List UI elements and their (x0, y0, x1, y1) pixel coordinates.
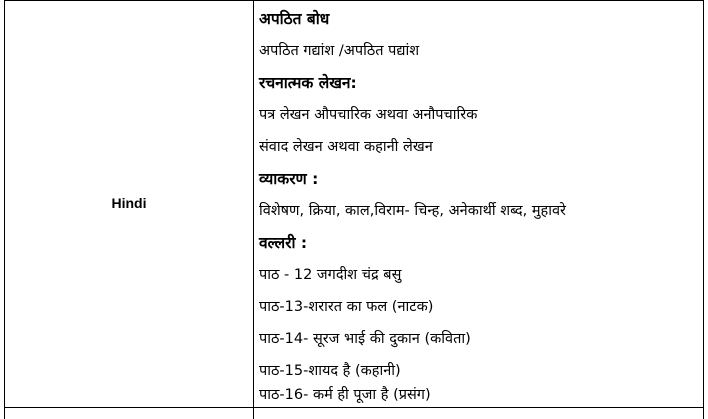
chapter-item: पाठ-16- कर्म ही पूजा है (प्रसंग) (259, 387, 431, 403)
chapter-item: पाठ - 12 जगदीश चंद्र बसु (259, 267, 402, 283)
syllabus-item: अपठित गद्यांश /अपठित पद्यांश (259, 43, 420, 59)
section-heading-creative-writing: रचनात्मक लेखन: (259, 74, 357, 92)
subject-cell (5, 1, 253, 407)
syllabus-item: पत्र लेखन औपचारिक अथवा अनौपचारिक (259, 107, 478, 123)
subject-label: Hindi (111, 195, 147, 211)
chapter-item: पाठ-14- सूरज भाई की दुकान (कविता) (259, 331, 471, 347)
syllabus-item: विशेषण, क्रिया, काल,विराम- चिन्ह, अनेकार्थी शब्द, मुहावरे (259, 203, 566, 219)
chapter-item: पाठ-13-शरारत का फल (नाटक) (259, 299, 434, 315)
section-heading-unseen-comprehension: अपठित बोध (259, 10, 330, 28)
chapter-item: पाठ-15-शायद है (कहानी) (259, 363, 401, 379)
syllabus-item: संवाद लेखन अथवा कहानी लेखन (259, 139, 433, 155)
section-heading-vallari: वल्लरी : (259, 234, 308, 252)
table-column-divider (253, 0, 254, 419)
section-heading-grammar: व्याकरण : (259, 170, 319, 188)
